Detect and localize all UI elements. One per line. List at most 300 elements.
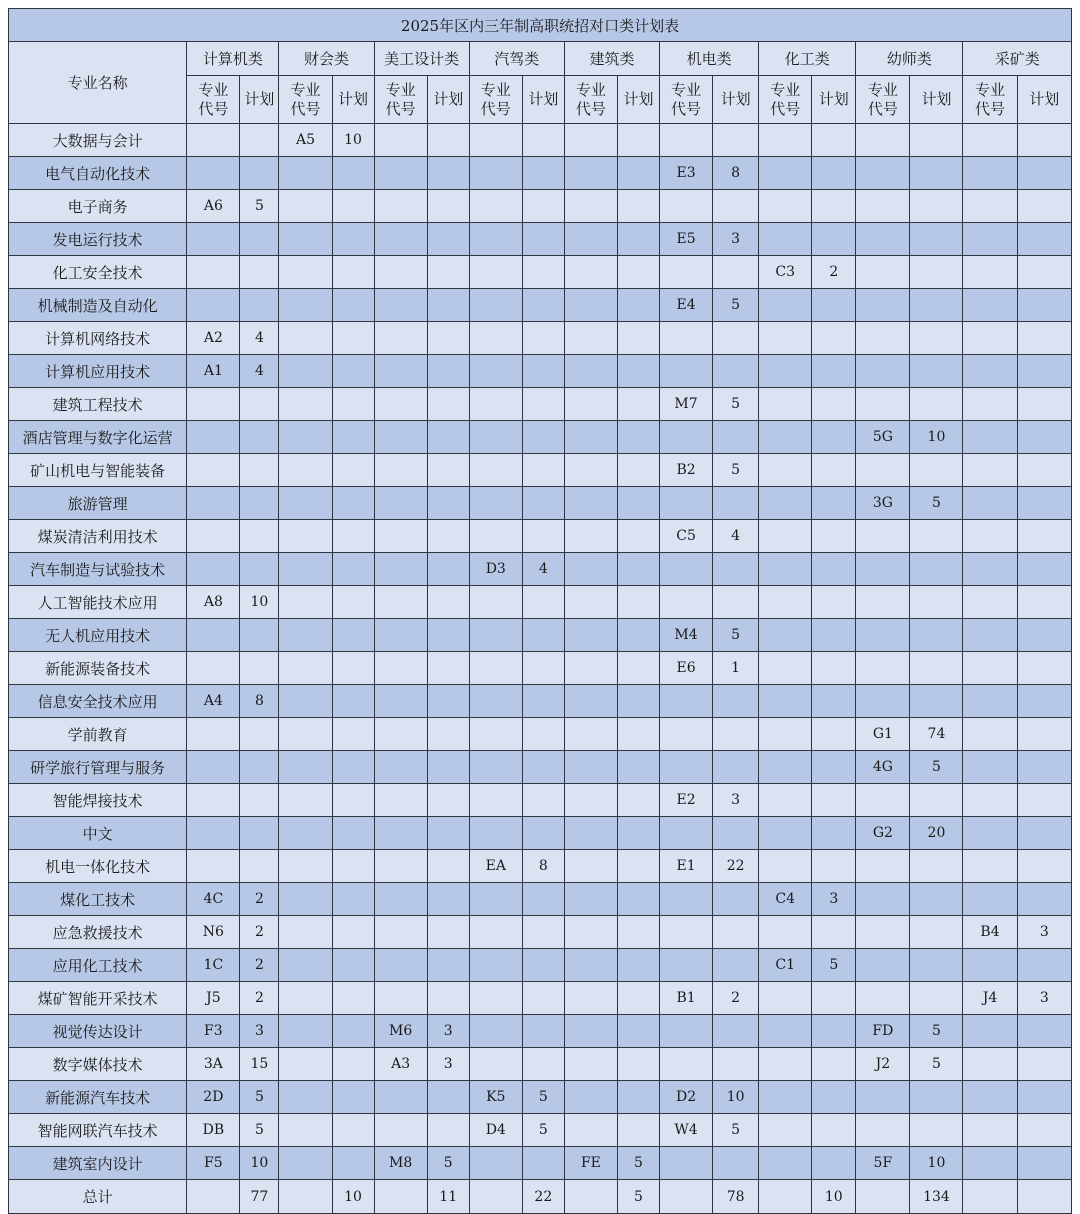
- plan-count-cell: [332, 850, 374, 883]
- plan-count-cell: [1017, 949, 1071, 982]
- table-row: [9, 1147, 1072, 1180]
- plan-count-cell: [427, 289, 469, 322]
- plan-count-cell: [713, 487, 759, 520]
- table-row: [9, 718, 1072, 751]
- plan-subheader: 计划: [910, 76, 963, 124]
- plan-count-cell: [427, 553, 469, 586]
- plan-count-cell: 5: [812, 949, 856, 982]
- plan-count-cell: [617, 553, 659, 586]
- major-code-cell: 3A: [187, 1048, 240, 1081]
- total-plan-cell: [1017, 1180, 1071, 1214]
- plan-count-cell: [713, 322, 759, 355]
- plan-count-cell: [1017, 322, 1071, 355]
- plan-count-cell: [617, 817, 659, 850]
- major-code-cell: [759, 916, 812, 949]
- major-code-cell: [759, 1114, 812, 1147]
- plan-count-cell: [332, 256, 374, 289]
- major-code-cell: [660, 751, 713, 784]
- major-code-cell: [469, 751, 522, 784]
- plan-count-cell: [332, 949, 374, 982]
- total-plan-cell: 5: [617, 1180, 659, 1214]
- plan-count-cell: [812, 751, 856, 784]
- major-code-cell: [759, 388, 812, 421]
- major-code-cell: [963, 487, 1017, 520]
- plan-count-cell: 2: [240, 883, 279, 916]
- plan-count-cell: [427, 619, 469, 652]
- major-code-cell: [660, 949, 713, 982]
- plan-count-cell: [910, 949, 963, 982]
- major-code-cell: [660, 718, 713, 751]
- major-code-cell: [279, 1081, 332, 1114]
- major-code-cell: [963, 256, 1017, 289]
- major-code-cell: [279, 652, 332, 685]
- plan-count-cell: [427, 586, 469, 619]
- plan-count-cell: [713, 916, 759, 949]
- major-code-cell: J5: [187, 982, 240, 1015]
- major-name: 矿山机电与智能装备: [9, 454, 187, 487]
- plan-count-cell: [812, 1081, 856, 1114]
- plan-count-cell: 5: [240, 1114, 279, 1147]
- major-code-cell: [660, 322, 713, 355]
- major-name: 无人机应用技术: [9, 619, 187, 652]
- plan-count-cell: [910, 916, 963, 949]
- total-code-blank: [469, 1180, 522, 1214]
- table-row: [9, 751, 1072, 784]
- plan-count-cell: 1: [713, 652, 759, 685]
- total-plan-cell: 78: [713, 1180, 759, 1214]
- major-code-cell: DB: [187, 1114, 240, 1147]
- major-code-cell: [187, 751, 240, 784]
- plan-count-cell: [812, 421, 856, 454]
- plan-count-cell: [617, 388, 659, 421]
- plan-count-cell: [812, 1147, 856, 1180]
- major-code-cell: [374, 949, 427, 982]
- plan-count-cell: [713, 355, 759, 388]
- plan-count-cell: [910, 223, 963, 256]
- plan-count-cell: [713, 1048, 759, 1081]
- plan-count-cell: [332, 553, 374, 586]
- table-row: [9, 619, 1072, 652]
- major-code-cell: [469, 289, 522, 322]
- major-code-cell: [374, 157, 427, 190]
- major-code-cell: [759, 1015, 812, 1048]
- plan-count-cell: [1017, 784, 1071, 817]
- major-code-cell: [469, 124, 522, 157]
- plan-count-cell: [812, 619, 856, 652]
- plan-count-cell: [522, 157, 564, 190]
- major-code-cell: [374, 916, 427, 949]
- major-code-cell: [469, 1048, 522, 1081]
- major-code-cell: [374, 784, 427, 817]
- plan-count-cell: [812, 652, 856, 685]
- major-code-cell: [187, 553, 240, 586]
- plan-count-cell: [910, 652, 963, 685]
- major-code-cell: [660, 586, 713, 619]
- plan-count-cell: [1017, 718, 1071, 751]
- major-code-cell: [469, 487, 522, 520]
- major-name: 智能焊接技术: [9, 784, 187, 817]
- plan-count-cell: [522, 916, 564, 949]
- plan-count-cell: [427, 454, 469, 487]
- plan-count-cell: 20: [910, 817, 963, 850]
- major-code-cell: [963, 520, 1017, 553]
- plan-count-cell: [240, 652, 279, 685]
- plan-count-cell: [617, 190, 659, 223]
- major-code-cell: E5: [660, 223, 713, 256]
- major-code-cell: [856, 553, 910, 586]
- major-code-cell: [564, 388, 617, 421]
- major-code-cell: [564, 916, 617, 949]
- plan-subheader: 计划: [713, 76, 759, 124]
- major-code-cell: [963, 421, 1017, 454]
- major-code-cell: [469, 520, 522, 553]
- major-code-cell: A6: [187, 190, 240, 223]
- code-subheader: 专业 代号: [660, 76, 713, 124]
- major-code-cell: [963, 652, 1017, 685]
- plan-count-cell: [427, 421, 469, 454]
- major-code-cell: E6: [660, 652, 713, 685]
- major-code-cell: [963, 157, 1017, 190]
- plan-count-cell: [1017, 223, 1071, 256]
- major-code-cell: [374, 355, 427, 388]
- major-code-cell: [469, 388, 522, 421]
- plan-count-cell: [910, 586, 963, 619]
- plan-table-wrapper: [8, 8, 1072, 1214]
- major-code-cell: K5: [469, 1081, 522, 1114]
- plan-count-cell: 3: [1017, 982, 1071, 1015]
- plan-count-cell: [332, 157, 374, 190]
- major-code-cell: [963, 685, 1017, 718]
- major-code-cell: [564, 850, 617, 883]
- plan-count-cell: [617, 685, 659, 718]
- major-code-cell: [759, 652, 812, 685]
- major-code-cell: [469, 652, 522, 685]
- major-code-cell: [963, 289, 1017, 322]
- plan-count-cell: [332, 454, 374, 487]
- major-code-cell: [374, 124, 427, 157]
- table-row: [9, 652, 1072, 685]
- plan-count-cell: 5: [240, 190, 279, 223]
- plan-count-cell: [240, 124, 279, 157]
- plan-count-cell: [1017, 454, 1071, 487]
- major-name: 建筑工程技术: [9, 388, 187, 421]
- major-code-cell: [856, 850, 910, 883]
- major-code-cell: J4: [963, 982, 1017, 1015]
- plan-count-cell: [1017, 1081, 1071, 1114]
- major-code-cell: [187, 520, 240, 553]
- major-code-cell: [856, 388, 910, 421]
- plan-count-cell: [1017, 1015, 1071, 1048]
- plan-count-cell: 3: [240, 1015, 279, 1048]
- plan-count-cell: [427, 487, 469, 520]
- major-code-cell: [374, 850, 427, 883]
- major-code-cell: [469, 982, 522, 1015]
- plan-count-cell: 5: [522, 1081, 564, 1114]
- major-code-cell: [856, 982, 910, 1015]
- plan-count-cell: 5: [713, 619, 759, 652]
- plan-count-cell: [812, 817, 856, 850]
- plan-count-cell: [713, 124, 759, 157]
- plan-count-cell: [617, 1015, 659, 1048]
- major-code-cell: [279, 1114, 332, 1147]
- plan-count-cell: [1017, 520, 1071, 553]
- plan-count-cell: [617, 454, 659, 487]
- plan-count-cell: [617, 586, 659, 619]
- major-name: 视觉传达设计: [9, 1015, 187, 1048]
- major-code-cell: [279, 619, 332, 652]
- plan-count-cell: [427, 322, 469, 355]
- plan-count-cell: [332, 355, 374, 388]
- major-code-cell: [564, 949, 617, 982]
- major-code-cell: A4: [187, 685, 240, 718]
- category-header: 汽驾类: [469, 42, 564, 76]
- plan-count-cell: [910, 850, 963, 883]
- plan-count-cell: 5: [522, 1114, 564, 1147]
- plan-count-cell: [332, 718, 374, 751]
- major-code-cell: [187, 487, 240, 520]
- plan-count-cell: [1017, 256, 1071, 289]
- table-row: [9, 157, 1072, 190]
- plan-count-cell: [910, 619, 963, 652]
- plan-count-cell: [617, 520, 659, 553]
- code-subheader: 专业 代号: [963, 76, 1017, 124]
- plan-count-cell: [522, 982, 564, 1015]
- plan-count-cell: [332, 784, 374, 817]
- table-row: [9, 883, 1072, 916]
- plan-count-cell: [812, 1015, 856, 1048]
- table-row: [9, 190, 1072, 223]
- major-code-cell: [963, 355, 1017, 388]
- table-row: [9, 322, 1072, 355]
- major-code-cell: 5F: [856, 1147, 910, 1180]
- major-name: 发电运行技术: [9, 223, 187, 256]
- plan-count-cell: 3: [713, 784, 759, 817]
- plan-count-cell: [910, 685, 963, 718]
- major-name: 新能源装备技术: [9, 652, 187, 685]
- plan-count-cell: [812, 124, 856, 157]
- plan-count-cell: [910, 322, 963, 355]
- plan-count-cell: 4: [240, 322, 279, 355]
- plan-count-cell: [1017, 355, 1071, 388]
- major-code-cell: [564, 355, 617, 388]
- plan-count-cell: [522, 190, 564, 223]
- major-code-cell: M7: [660, 388, 713, 421]
- plan-count-cell: 2: [812, 256, 856, 289]
- major-code-cell: [469, 817, 522, 850]
- major-name: 计算机应用技术: [9, 355, 187, 388]
- major-code-cell: [469, 685, 522, 718]
- major-code-cell: [963, 718, 1017, 751]
- major-code-cell: [856, 223, 910, 256]
- plan-count-cell: [240, 520, 279, 553]
- major-code-cell: [564, 157, 617, 190]
- major-code-cell: W4: [660, 1114, 713, 1147]
- plan-count-cell: [617, 157, 659, 190]
- total-code-blank: [660, 1180, 713, 1214]
- major-code-cell: [564, 454, 617, 487]
- table-row: [9, 388, 1072, 421]
- major-code-cell: [469, 421, 522, 454]
- plan-count-cell: [617, 1048, 659, 1081]
- plan-count-cell: [522, 1147, 564, 1180]
- major-code-cell: [374, 652, 427, 685]
- plan-count-cell: [617, 289, 659, 322]
- major-name: 煤化工技术: [9, 883, 187, 916]
- major-code-cell: [660, 916, 713, 949]
- plan-subheader: 计划: [522, 76, 564, 124]
- major-code-cell: [660, 256, 713, 289]
- plan-count-cell: [1017, 751, 1071, 784]
- major-code-cell: [759, 619, 812, 652]
- plan-count-cell: [1017, 850, 1071, 883]
- plan-count-cell: [910, 124, 963, 157]
- major-code-cell: [963, 1081, 1017, 1114]
- plan-count-cell: 5: [240, 1081, 279, 1114]
- major-code-cell: [279, 949, 332, 982]
- major-name: 研学旅行管理与服务: [9, 751, 187, 784]
- table-row: [9, 982, 1072, 1015]
- major-code-cell: B2: [660, 454, 713, 487]
- major-code-cell: [469, 190, 522, 223]
- plan-subheader: 计划: [1017, 76, 1071, 124]
- major-code-cell: [759, 586, 812, 619]
- major-code-cell: [759, 322, 812, 355]
- plan-count-cell: [713, 751, 759, 784]
- major-code-cell: [279, 586, 332, 619]
- major-code-cell: [187, 619, 240, 652]
- plan-count-cell: [617, 223, 659, 256]
- major-code-cell: F5: [187, 1147, 240, 1180]
- plan-count-cell: 3: [1017, 916, 1071, 949]
- major-code-cell: [963, 1114, 1017, 1147]
- plan-count-cell: [427, 223, 469, 256]
- total-plan-cell: 10: [332, 1180, 374, 1214]
- major-code-cell: [187, 784, 240, 817]
- plan-count-cell: 5: [713, 289, 759, 322]
- table-row: [9, 454, 1072, 487]
- major-code-cell: [469, 784, 522, 817]
- plan-count-cell: 74: [910, 718, 963, 751]
- code-subheader: 专业 代号: [187, 76, 240, 124]
- plan-count-cell: 5: [427, 1147, 469, 1180]
- major-code-cell: [660, 487, 713, 520]
- major-code-cell: [564, 520, 617, 553]
- major-code-cell: [759, 784, 812, 817]
- plan-count-cell: [332, 685, 374, 718]
- code-subheader: 专业 代号: [374, 76, 427, 124]
- major-code-cell: [374, 487, 427, 520]
- major-code-cell: [564, 289, 617, 322]
- code-subheader: 专业 代号: [759, 76, 812, 124]
- plan-count-cell: [332, 586, 374, 619]
- major-code-cell: FD: [856, 1015, 910, 1048]
- plan-count-cell: [1017, 553, 1071, 586]
- plan-count-cell: 4: [240, 355, 279, 388]
- major-code-cell: [759, 487, 812, 520]
- major-code-cell: [759, 454, 812, 487]
- table-row: [9, 1081, 1072, 1114]
- plan-count-cell: 5: [713, 454, 759, 487]
- major-code-cell: [469, 586, 522, 619]
- major-code-cell: [279, 685, 332, 718]
- major-code-cell: [564, 223, 617, 256]
- plan-count-cell: 3: [427, 1015, 469, 1048]
- plan-count-cell: [812, 289, 856, 322]
- total-plan-cell: 10: [812, 1180, 856, 1214]
- major-code-cell: [279, 355, 332, 388]
- major-code-cell: [564, 124, 617, 157]
- major-code-cell: [856, 256, 910, 289]
- major-code-cell: [963, 1015, 1017, 1048]
- plan-count-cell: [522, 520, 564, 553]
- major-code-cell: [279, 1015, 332, 1048]
- major-code-cell: [374, 190, 427, 223]
- plan-count-cell: [522, 124, 564, 157]
- plan-count-cell: [910, 1114, 963, 1147]
- plan-count-cell: [1017, 157, 1071, 190]
- major-code-cell: E3: [660, 157, 713, 190]
- plan-count-cell: [713, 586, 759, 619]
- major-code-cell: C4: [759, 883, 812, 916]
- plan-count-cell: 10: [910, 421, 963, 454]
- major-code-cell: [469, 256, 522, 289]
- plan-count-cell: [522, 421, 564, 454]
- major-code-cell: [279, 421, 332, 454]
- major-code-cell: [759, 520, 812, 553]
- plan-count-cell: 5: [910, 1015, 963, 1048]
- plan-count-cell: [910, 454, 963, 487]
- major-name: 数字媒体技术: [9, 1048, 187, 1081]
- major-code-cell: [564, 487, 617, 520]
- major-code-cell: [469, 949, 522, 982]
- major-code-cell: [374, 256, 427, 289]
- major-code-cell: [374, 1081, 427, 1114]
- major-code-cell: [564, 685, 617, 718]
- plan-count-cell: [812, 487, 856, 520]
- plan-count-cell: 3: [713, 223, 759, 256]
- plan-count-cell: [332, 1081, 374, 1114]
- plan-count-cell: [427, 784, 469, 817]
- plan-count-cell: [240, 454, 279, 487]
- category-header: 化工类: [759, 42, 856, 76]
- plan-count-cell: [427, 520, 469, 553]
- major-name: 煤炭清洁利用技术: [9, 520, 187, 553]
- plan-count-cell: [910, 1081, 963, 1114]
- plan-count-cell: 5: [617, 1147, 659, 1180]
- plan-count-cell: [812, 553, 856, 586]
- major-name: 建筑室内设计: [9, 1147, 187, 1180]
- plan-count-cell: [522, 883, 564, 916]
- plan-count-cell: [240, 388, 279, 421]
- plan-count-cell: [427, 883, 469, 916]
- plan-count-cell: [240, 223, 279, 256]
- major-code-cell: [374, 223, 427, 256]
- plan-count-cell: [332, 322, 374, 355]
- plan-count-cell: [522, 685, 564, 718]
- plan-count-cell: [910, 355, 963, 388]
- major-code-cell: [374, 1114, 427, 1147]
- major-code-cell: M8: [374, 1147, 427, 1180]
- plan-count-cell: [617, 652, 659, 685]
- major-code-cell: [374, 883, 427, 916]
- plan-count-cell: [617, 619, 659, 652]
- plan-count-cell: [910, 289, 963, 322]
- plan-count-cell: [522, 652, 564, 685]
- major-code-cell: [187, 850, 240, 883]
- major-code-cell: [759, 124, 812, 157]
- plan-count-cell: [617, 256, 659, 289]
- major-code-cell: [564, 982, 617, 1015]
